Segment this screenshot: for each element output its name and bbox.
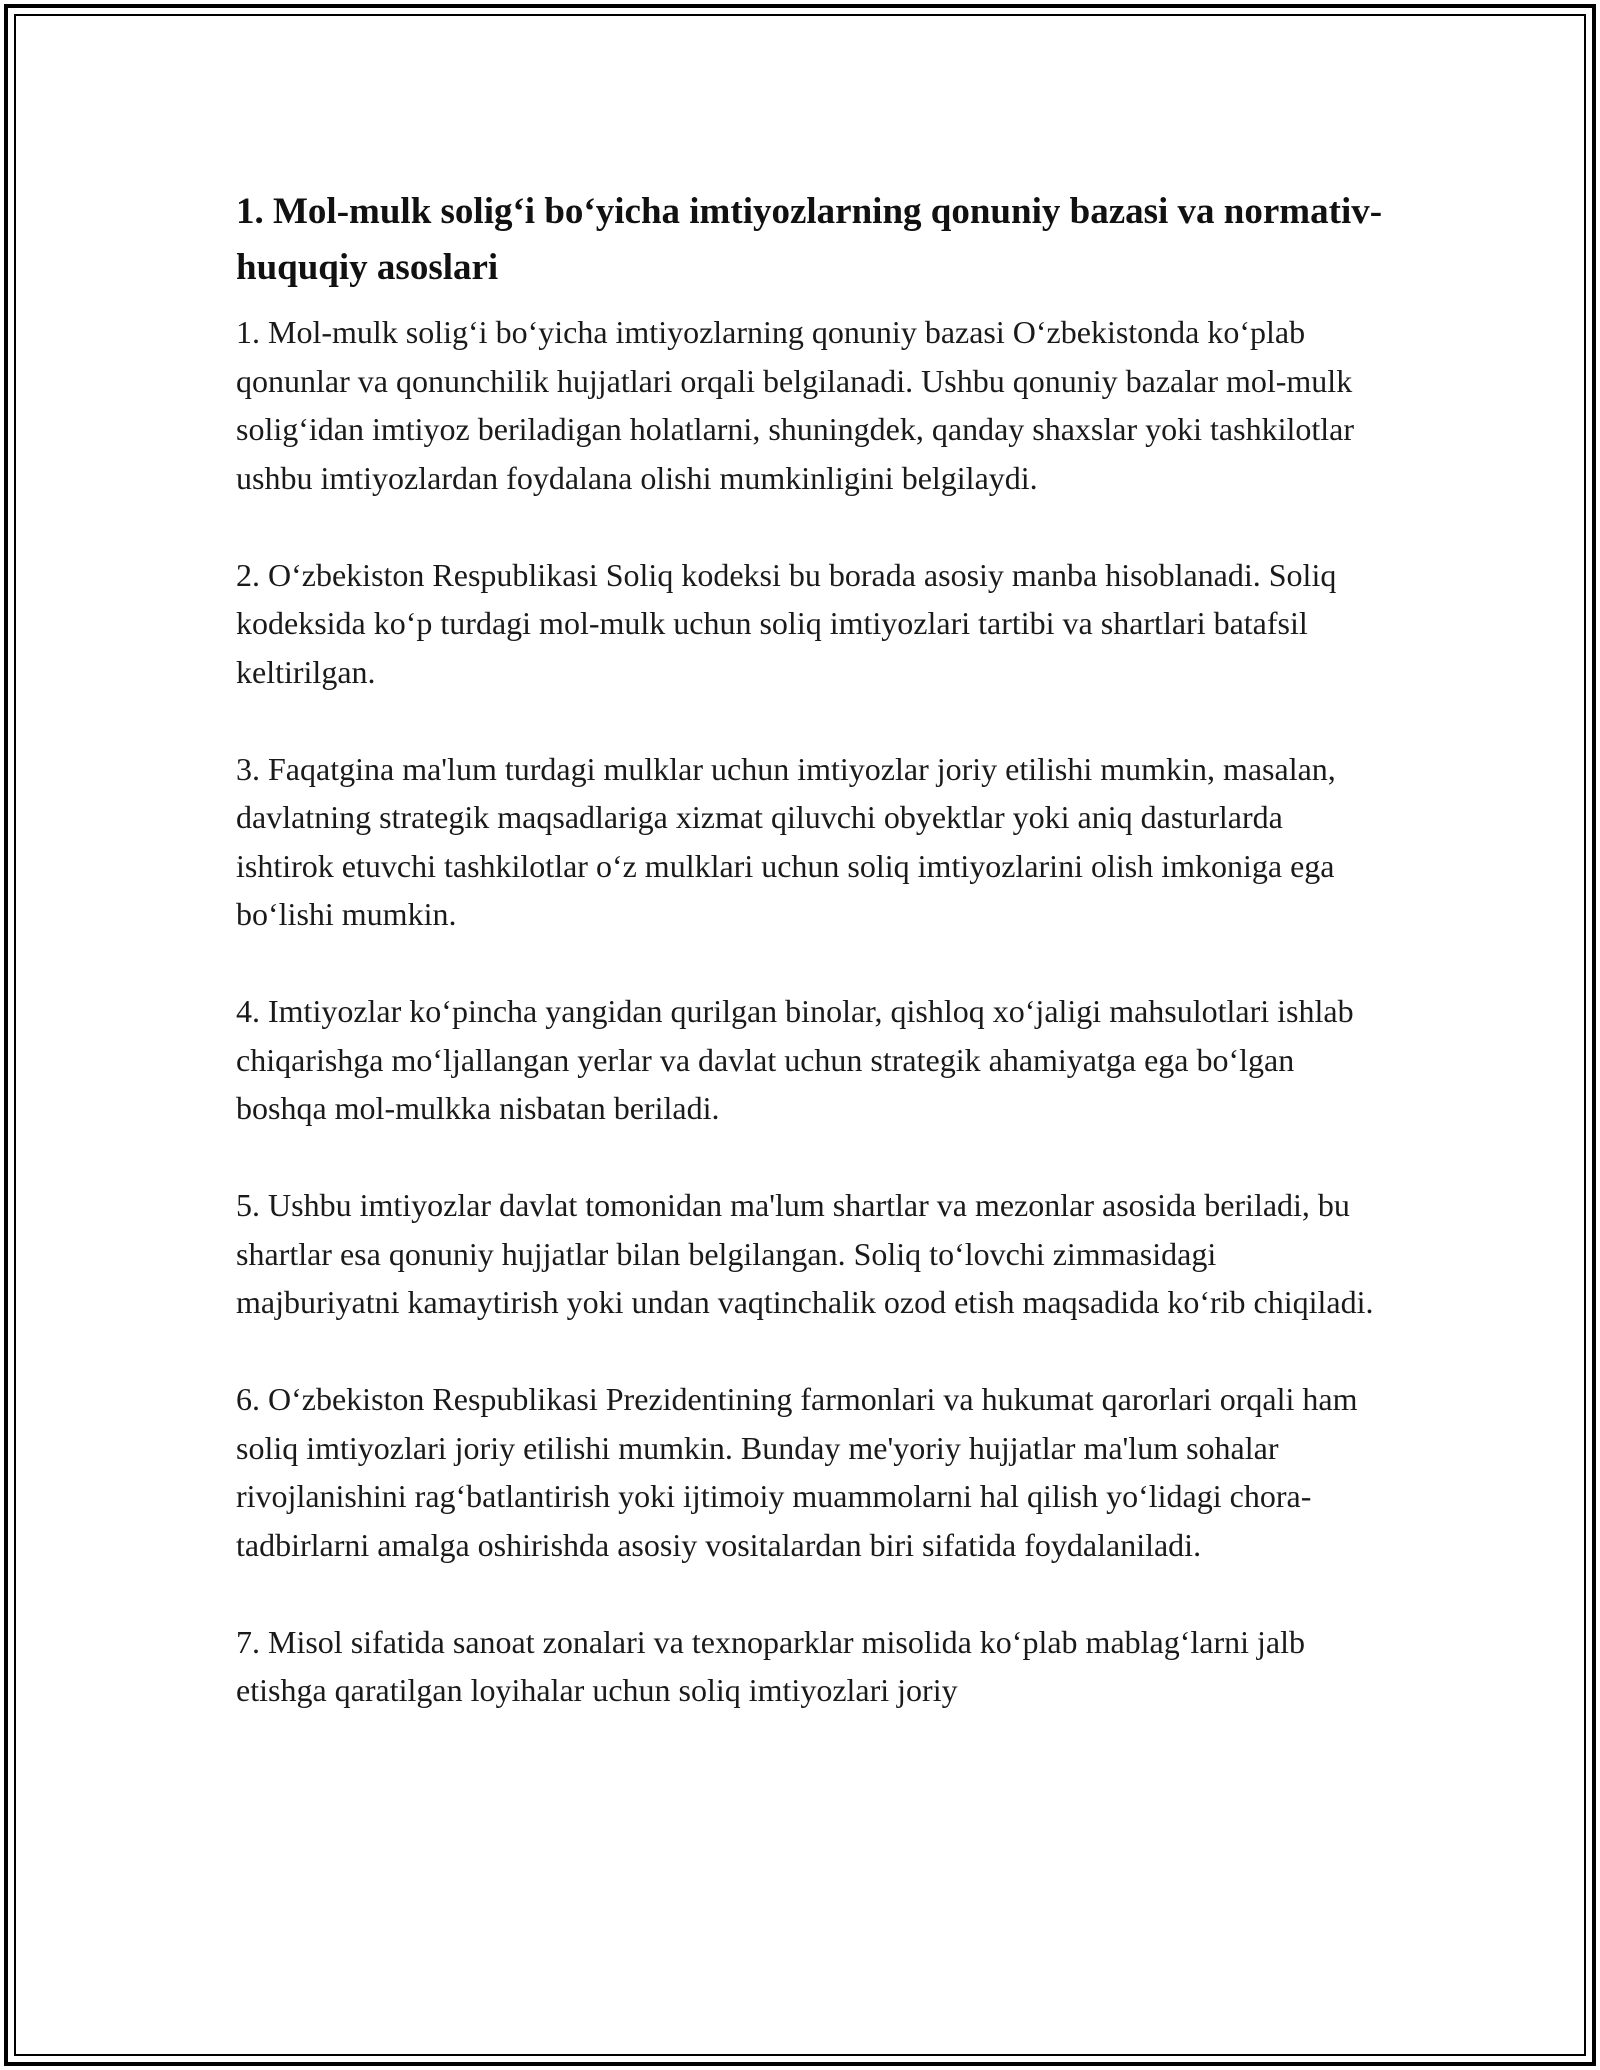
document-body bbox=[236, 184, 1386, 1763]
paragraph-6: 6. O‘zbekiston Respublikasi Prezidentining farmonlari va hukumat qarorlari orqali ham soliq imtiyozlari joriy etilishi mumkin. Bunday me'yoriy hujjatlar ma'lum sohalar rivojlanishini rag‘batlantirish yoki ijtimoiy muammolarni hal qilish yo‘lidagi chora-tadbirlarni amalga oshirishda asosiy vositalardan biri sifatida foydalaniladi. bbox=[236, 1381, 1358, 1563]
section-heading: 1. Mol-mulk solig‘i bo‘yicha imtiyozlarning qonuniy bazasi va normativ-huquqiy asoslari bbox=[236, 191, 1383, 288]
paragraph-7: 7. Misol sifatida sanoat zonalari va texnoparklar misolida ko‘plab mablag‘larni jalb etishga qaratilgan loyihalar uchun soliq imtiyozlari joriy bbox=[236, 1623, 1306, 1708]
paragraph-5: 5. Ushbu imtiyozlar davlat tomonidan ma'lum shartlar va mezonlar asosida beriladi, bu shartlar esa qonuniy hujjatlar bilan belgilangan. Soliq to‘lovchi zimmasidagi majburiyatni kamaytirish yoki undan vaqtinchalik ozod etish maqsadida ko‘rib chiqiladi. bbox=[236, 1187, 1374, 1320]
paragraph-3: 3. Faqatgina ma'lum turdagi mulklar uchun imtiyozlar joriy etilishi mumkin, masalan, davlatning strategik maqsadlariga xizmat qiluvchi obyektlar yoki aniq dasturlarda ishtirok etuvchi tashkilotlar o‘z mulklari uchun soliq imtiyozlarini olish imkoniga ega bo‘lishi mumkin. bbox=[236, 750, 1336, 932]
paragraph-4: 4. Imtiyozlar ko‘pincha yangidan qurilgan binolar, qishloq xo‘jaligi mahsulotlari ishlab chiqarishga mo‘ljallangan yerlar va davlat uchun strategik ahamiyatga ega bo‘lgan boshqa mol-mulkka nisbatan beriladi. bbox=[236, 993, 1354, 1126]
paragraph-1: 1. Mol-mulk solig‘i bo‘yicha imtiyozlarning qonuniy bazasi O‘zbekistonda ko‘plab qonunlar va qonunchilik hujjatlari orqali belgilanadi. Ushbu qonuniy bazalar mol-mulk solig‘idan imtiyoz beriladigan holatlarni, shuningdek, qanday shaxslar yoki tashkilotlar ushbu imtiyozlardan foydalana olishi mumkinligini belgilaydi. bbox=[236, 314, 1354, 496]
paragraph-2: 2. O‘zbekiston Respublikasi Soliq kodeksi bu borada asosiy manba hisoblanadi. Soliq kodeksida ko‘p turdagi mol-mulk uchun soliq imtiyozlari tartibi va shartlari batafsil keltirilgan. bbox=[236, 556, 1337, 690]
